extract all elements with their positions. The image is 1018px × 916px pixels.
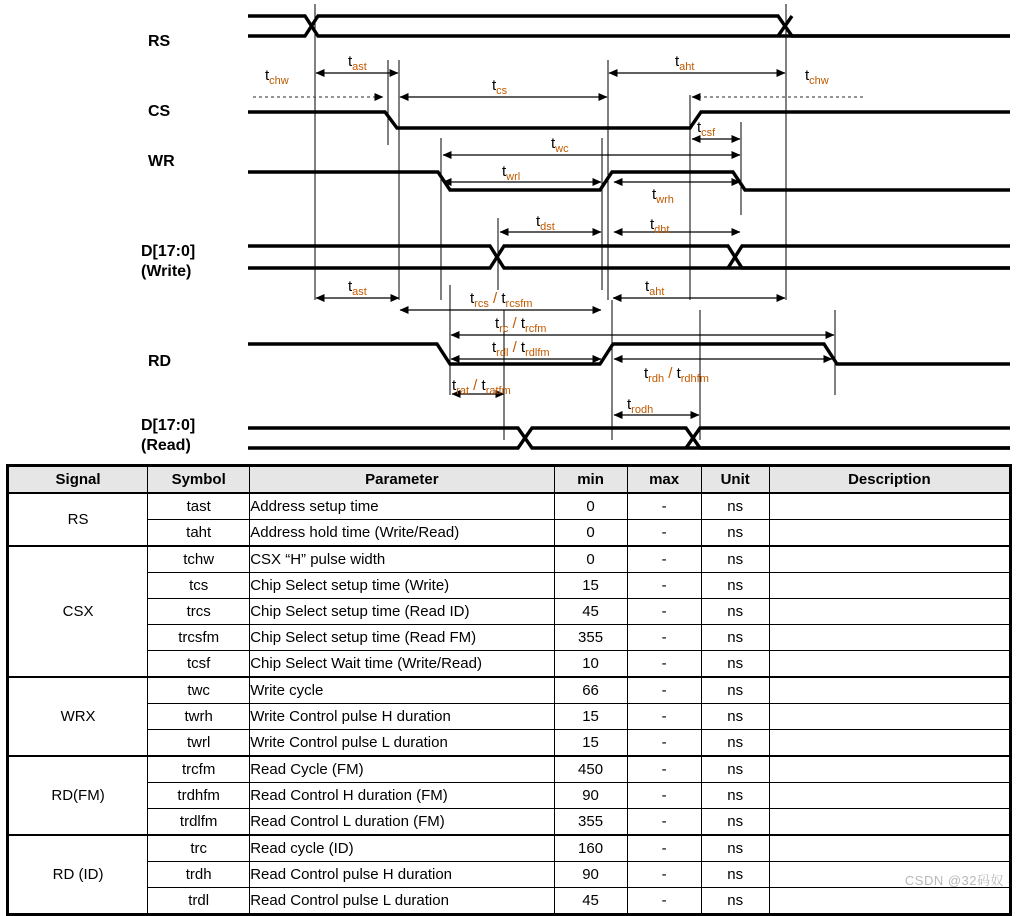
waveform-wr	[248, 172, 1010, 190]
cell-signal: RS	[8, 493, 148, 546]
cell-unit: ns	[701, 835, 769, 862]
table-row	[8, 625, 1011, 651]
cell-max: -	[627, 835, 701, 862]
cell-description	[769, 704, 1010, 730]
signal-label-rs: RS	[148, 33, 171, 50]
label-tcs: $t_{cs}$	[492, 77, 508, 97]
cell-symbol: twrl	[148, 730, 250, 757]
watermark: CSDN @32码奴	[904, 873, 1004, 888]
column-header-max: max	[627, 466, 701, 494]
column-header-signal: Signal	[8, 466, 148, 494]
cell-unit: ns	[701, 704, 769, 730]
cell-description	[769, 573, 1010, 599]
cell-unit: ns	[701, 862, 769, 888]
cell-min: 15	[554, 704, 627, 730]
cell-description	[769, 546, 1010, 573]
cell-description	[769, 809, 1010, 836]
cell-max: -	[627, 888, 701, 915]
cell-symbol: trc	[148, 835, 250, 862]
cell-min: 66	[554, 677, 627, 704]
signal-label-d-write: D[17:0]	[141, 243, 196, 260]
cell-unit: ns	[701, 756, 769, 783]
table-row	[8, 783, 1011, 809]
cell-symbol: trcs	[148, 599, 250, 625]
cell-parameter: Chip Select setup time (Write)	[250, 573, 554, 599]
label-trat: $t_{rat} / t_{ratfm}$	[452, 377, 511, 397]
table-row	[8, 704, 1011, 730]
cell-max: -	[627, 756, 701, 783]
cell-symbol: twc	[148, 677, 250, 704]
label-tdht: $t_{dht}$	[650, 216, 670, 236]
signal-label-cs: CS	[148, 103, 171, 120]
cell-min: 0	[554, 546, 627, 573]
cell-max: -	[627, 862, 701, 888]
waveform-rs	[248, 16, 1010, 36]
cell-symbol: trcfm	[148, 756, 250, 783]
cell-unit: ns	[701, 730, 769, 757]
cell-unit: ns	[701, 783, 769, 809]
cell-max: -	[627, 783, 701, 809]
cell-parameter: Write cycle	[250, 677, 554, 704]
cell-unit: ns	[701, 599, 769, 625]
table-row	[8, 888, 1011, 915]
cell-symbol: tast	[148, 493, 250, 520]
signal-label-d-read: D[17:0]	[141, 417, 196, 434]
cell-signal: RD (ID)	[8, 835, 148, 915]
cell-min: 15	[554, 730, 627, 757]
cell-min: 90	[554, 783, 627, 809]
cell-max: -	[627, 493, 701, 520]
cell-min: 90	[554, 862, 627, 888]
cell-description	[769, 835, 1010, 862]
cell-description	[769, 730, 1010, 757]
waveform-cs	[248, 112, 1010, 128]
cell-symbol: trdhfm	[148, 783, 250, 809]
cell-min: 45	[554, 599, 627, 625]
label-tcsf: $t_{csf}$	[697, 119, 716, 139]
label-trcs: $t_{rcs} / t_{rcsfm}$	[470, 290, 533, 310]
column-header-symbol: Symbol	[148, 466, 250, 494]
column-header-unit: Unit	[701, 466, 769, 494]
table-row	[8, 835, 1011, 862]
label-tast-1: $t_{ast}$	[348, 53, 367, 73]
cell-max: -	[627, 520, 701, 547]
cell-max: -	[627, 573, 701, 599]
signal-label-rd: RD	[148, 353, 172, 370]
table-row	[8, 493, 1011, 520]
cell-description	[769, 677, 1010, 704]
label-twc: $t_{wc}$	[551, 135, 569, 155]
cell-max: -	[627, 677, 701, 704]
cell-unit: ns	[701, 493, 769, 520]
cell-max: -	[627, 704, 701, 730]
timing-parameter-table	[6, 464, 1012, 916]
waveform-d-write	[248, 246, 1010, 268]
cell-description	[769, 651, 1010, 678]
label-tdst: $t_{dst}$	[536, 213, 555, 233]
table-row	[8, 573, 1011, 599]
cell-unit: ns	[701, 573, 769, 599]
signal-label-wr: WR	[148, 153, 175, 170]
timing-annotations	[265, 53, 829, 416]
column-header-parameter: Parameter	[250, 466, 554, 494]
cell-symbol: taht	[148, 520, 250, 547]
cell-unit: ns	[701, 651, 769, 678]
label-tchw-right: $t_{chw}$	[805, 67, 829, 87]
table-row	[8, 546, 1011, 573]
cell-symbol: twrh	[148, 704, 250, 730]
signal-label-d-write-2: (Write)	[141, 263, 192, 280]
label-tast-2: $t_{ast}$	[348, 278, 367, 298]
cell-description	[769, 520, 1010, 547]
cell-min: 355	[554, 809, 627, 836]
cell-unit: ns	[701, 809, 769, 836]
label-tchw-left: $t_{chw}$	[265, 67, 289, 87]
cell-description	[769, 625, 1010, 651]
table-row	[8, 677, 1011, 704]
cell-unit: ns	[701, 677, 769, 704]
cell-unit: ns	[701, 520, 769, 547]
signal-labels	[141, 33, 195, 454]
table-row	[8, 651, 1011, 678]
cell-symbol: trdlfm	[148, 809, 250, 836]
cell-signal: WRX	[8, 677, 148, 756]
label-taht-2: $t_{aht}$	[645, 278, 665, 298]
cell-description	[769, 599, 1010, 625]
column-header-description: Description	[769, 466, 1010, 494]
waveform-d-read	[248, 428, 1010, 448]
table-row	[8, 599, 1011, 625]
cell-description	[769, 756, 1010, 783]
waveform-rd	[248, 344, 1010, 364]
table-row	[8, 809, 1011, 836]
cell-description	[769, 493, 1010, 520]
cell-max: -	[627, 809, 701, 836]
cell-signal: RD(FM)	[8, 756, 148, 835]
label-taht-1: $t_{aht}$	[675, 53, 695, 73]
table-row	[8, 730, 1011, 757]
cell-unit: ns	[701, 888, 769, 915]
cell-max: -	[627, 546, 701, 573]
cell-min: 160	[554, 835, 627, 862]
table-header-row	[8, 466, 1011, 494]
cell-symbol: tcsf	[148, 651, 250, 678]
cell-description	[769, 783, 1010, 809]
cell-min: 15	[554, 573, 627, 599]
cell-max: -	[627, 599, 701, 625]
cell-max: -	[627, 730, 701, 757]
table-row	[8, 756, 1011, 783]
cell-parameter: Chip Select setup time (Read FM)	[250, 625, 554, 651]
cell-min: 0	[554, 520, 627, 547]
cell-symbol: tcs	[148, 573, 250, 599]
label-trc: $t_{rc} / t_{rcfm}$	[495, 315, 547, 335]
cell-max: -	[627, 625, 701, 651]
cell-parameter: Read Cycle (FM)	[250, 756, 554, 783]
label-trdh: $t_{rdh} / t_{rdhfm}$	[644, 365, 709, 385]
cell-parameter: Read Control pulse H duration	[250, 862, 554, 888]
cell-min: 10	[554, 651, 627, 678]
cell-parameter: CSX “H” pulse width	[250, 546, 554, 573]
cell-unit: ns	[701, 625, 769, 651]
cell-parameter: Read Control pulse L duration	[250, 888, 554, 915]
cell-symbol: trdl	[148, 888, 250, 915]
cell-parameter: Address setup time	[250, 493, 554, 520]
table-row	[8, 862, 1011, 888]
guide-lines	[315, 4, 835, 440]
label-twrl: $t_{wrl}$	[502, 163, 521, 183]
cell-signal: CSX	[8, 546, 148, 677]
cell-parameter: Write Control pulse L duration	[250, 730, 554, 757]
cell-symbol: trdh	[148, 862, 250, 888]
cell-min: 450	[554, 756, 627, 783]
cell-parameter: Chip Select setup time (Read ID)	[250, 599, 554, 625]
column-header-min: min	[554, 466, 627, 494]
label-trodh: $t_{rodh}$	[627, 396, 654, 416]
label-trdl: $t_{rdl} / t_{rdlfm}$	[492, 339, 550, 359]
cell-unit: ns	[701, 546, 769, 573]
cell-min: 0	[554, 493, 627, 520]
label-twrh: $t_{wrh}$	[652, 186, 674, 206]
cell-min: 355	[554, 625, 627, 651]
cell-symbol: tchw	[148, 546, 250, 573]
cell-parameter: Chip Select Wait time (Write/Read)	[250, 651, 554, 678]
cell-parameter: Address hold time (Write/Read)	[250, 520, 554, 547]
cell-max: -	[627, 651, 701, 678]
cell-min: 45	[554, 888, 627, 915]
cell-parameter: Write Control pulse H duration	[250, 704, 554, 730]
table-row	[8, 520, 1011, 547]
cell-parameter: Read Control L duration (FM)	[250, 809, 554, 836]
cell-symbol: trcsfm	[148, 625, 250, 651]
cell-description	[769, 888, 1010, 915]
cell-parameter: Read Control H duration (FM)	[250, 783, 554, 809]
cell-parameter: Read cycle (ID)	[250, 835, 554, 862]
signal-label-d-read-2: (Read)	[141, 437, 191, 454]
